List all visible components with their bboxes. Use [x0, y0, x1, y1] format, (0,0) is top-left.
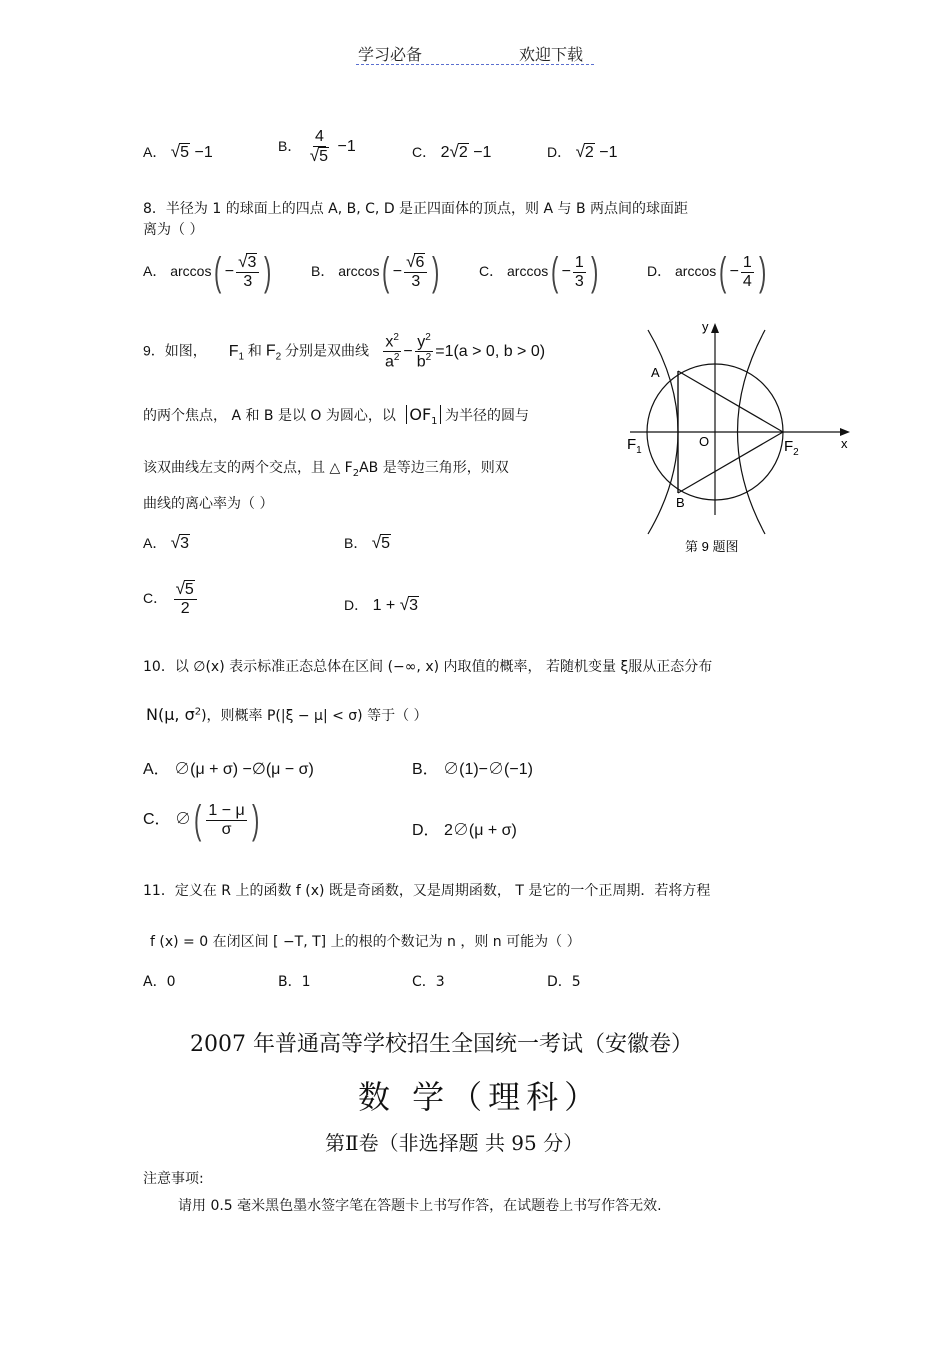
q9-option-d: D． 1 + √3	[344, 595, 418, 614]
q8-option-c: C． arccos( − $\frac{1}{3}$ )	[479, 250, 599, 294]
x-axis-arrow	[840, 428, 850, 436]
q11-stem-line1: 11．定义在 R 上的函数 f (x) 既是奇函数，又是周期函数， T 是它的一个正周期．若将方程	[143, 883, 711, 899]
q11-option-c: C．3	[412, 974, 445, 990]
q8-stem-line1: 8．半径为 1 的球面上的四点 A, B, C, D 是正四面体的顶点，则 A 与 B 两点间的球面距	[143, 201, 689, 217]
q8-option-a: A． arccos( − $\frac{√3}{3}$ )	[143, 250, 272, 294]
q11-option-d: D．5	[547, 974, 581, 990]
label-f2: $F_2$	[784, 438, 799, 458]
q11-stem-line2: f (x) = 0 在闭区间 [ −T, T] 上的根的个数记为 n ，则 n 可能为（ ）	[150, 934, 581, 950]
label-x: x	[841, 436, 848, 451]
q10-option-a: A． ∅(μ + σ) −∅(μ − σ)	[143, 761, 314, 778]
q9-option-a: A． √3	[143, 533, 190, 552]
q9-stem-line3: 该双曲线左支的两个交点，且 △ $F_2AB$ 是等边三角形，则双	[143, 460, 509, 479]
q9-stem-line2: 的两个焦点， A 和 B 是以 O 为圆心，以 $OF_1$ 为半径的圆与	[143, 405, 529, 428]
label-b: B	[676, 495, 685, 510]
q8-option-b: B． arccos( − $\frac{√6}{3}$ )	[311, 250, 440, 294]
header-right: 欢迎下载	[519, 45, 584, 64]
q9-figure	[620, 315, 860, 565]
label-f1: $F_1$	[627, 436, 642, 456]
q8-stem-line2: 离为（ ）	[143, 222, 204, 238]
q7-option-a: A． √5 −1	[143, 142, 213, 161]
notice-heading: 注意事项:	[143, 1171, 204, 1187]
q7-option-b: B． $\frac{4}{√5}$ −1	[278, 128, 356, 165]
header-underline	[356, 64, 594, 65]
q11-option-b: B．1	[278, 974, 311, 990]
q9-option-b: B． √5	[344, 533, 391, 552]
q7-option-c: C． 2√2 −1	[412, 142, 492, 161]
segment-bf2	[678, 432, 783, 493]
header-left: 学习必备	[358, 45, 423, 64]
q9-stem-line1: 9．如图， $F_1$ 和 $F_2$ 分别是双曲线 $\frac{x^2}{a^2}$ − $\frac{y^2}{b^2}$ =1(a > 0, b > 0)	[143, 332, 546, 371]
q9-option-c: C． $\frac{√5}{2}$	[143, 580, 199, 618]
q10-stem-line1: 10．以 ∅(x) 表示标准正态总体在区间 (−∞, x) 内取值的概率， 若随机变量 ξ服从正态分布	[143, 659, 713, 675]
notice-instruction: 请用 0.5 毫米黑色墨水签字笔在答题卡上书写作答，在试题卷上书写作答无效.	[178, 1198, 662, 1214]
q10-stem-line2: N(μ, $\sigma^2$)，则概率 P(|ξ − μ| < σ) 等于（ ）	[146, 705, 428, 724]
segment-af2	[678, 371, 783, 432]
q10-option-c: C． ∅( $\frac{1 - \mu}{\sigma}$ )	[143, 798, 260, 842]
q10-option-b: B． ∅(1)−∅(−1)	[412, 761, 533, 778]
figure-caption: 第 9 题图	[685, 539, 739, 554]
q8-option-d: D． arccos( − $\frac{1}{4}$ )	[647, 250, 767, 294]
label-a: A	[651, 365, 660, 380]
subject-title: 数 学（理科）	[358, 1078, 603, 1116]
q11-option-a: A．0	[143, 974, 176, 990]
exam-title: 2007 年普通高等学校招生全国统一考试（安徽卷）	[190, 1032, 693, 1057]
q7-option-d: D． √2 −1	[547, 142, 618, 161]
label-y: y	[702, 319, 709, 334]
q10-option-d: D． 2∅(μ + σ)	[412, 822, 517, 839]
label-o: O	[699, 434, 710, 449]
part-title: 第Ⅱ卷（非选择题 共 95 分）	[325, 1131, 584, 1155]
q9-stem-line4: 曲线的离心率为（ ）	[143, 496, 274, 512]
y-axis-arrow	[711, 323, 719, 333]
